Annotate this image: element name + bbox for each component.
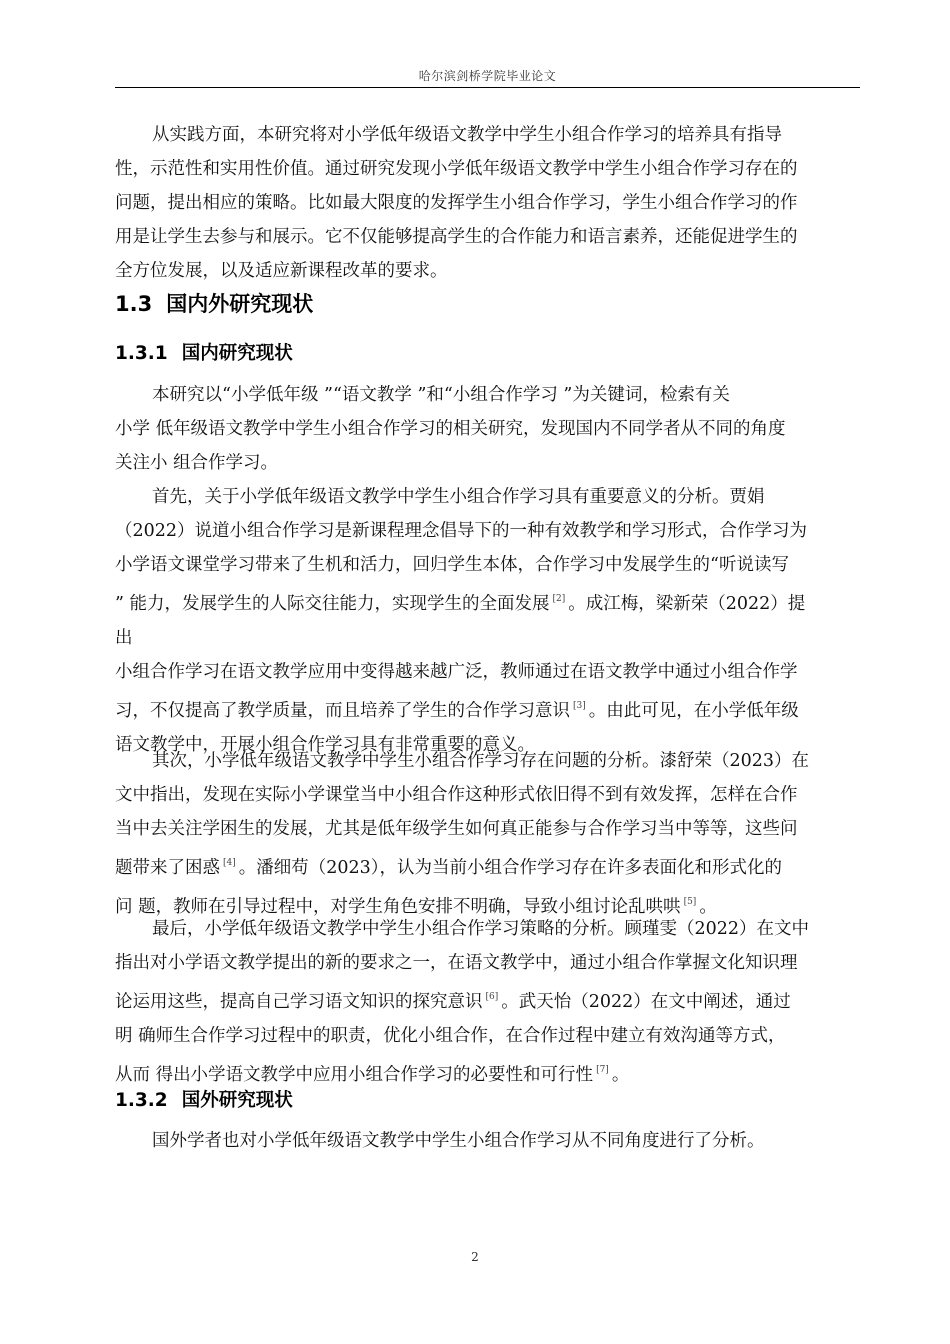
text-span: 论运用这些，提高自己学习语文知识的探究意识 — [115, 992, 483, 1012]
text-line: 明 确师生合作学习过程中的职责，优化小组合作，在合作过程中建立有效沟通等方式， — [115, 1026, 786, 1046]
text-line: 语文教学中，开展小组合作学习具有非常重要的意义。 — [115, 735, 535, 755]
text-line — [115, 980, 865, 1019]
citation-ref: [4] — [223, 858, 236, 868]
paragraph-keywords — [115, 378, 865, 480]
section-title: 国外研究现状 — [181, 1090, 293, 1111]
text-line: 全方位发展，以及适应新课程改革的要求。 — [115, 261, 448, 281]
section-number: 1.3.2 — [115, 1090, 168, 1111]
text-line: （2022）说道小组合作学习是新课程理念倡导下的一种有效教学和学习形式，合作学习为 — [115, 521, 808, 541]
paragraph-foreign — [115, 1124, 865, 1158]
page-number: 2 — [471, 1250, 479, 1264]
text-span: 。 — [611, 1065, 630, 1085]
text-span: 。武天怡（2022）在文中阐述，通过 — [501, 992, 791, 1012]
citation-ref: [2] — [552, 594, 566, 604]
text-span: 习，不仅提高了教学质量，而且培养了学生的合作学习意识 — [115, 701, 570, 721]
text-span: 。 — [699, 897, 717, 917]
text-line — [115, 582, 865, 621]
text-line: 本研究以“小学低年级 ”“语文教学 ”和“小组合作学习 ”为关键词，检索有关 — [152, 385, 730, 405]
paragraph-strategies — [115, 912, 865, 1092]
text-span: 题带来了困惑 — [115, 858, 220, 878]
text-line: 当中去关注学困生的发展，尤其是低年级学生如何真正能参与合作学习当中等等，这些问 — [115, 819, 798, 839]
section-heading-1-3-2 — [115, 1087, 293, 1115]
text-line: 最后，小学低年级语文教学中学生小组合作学习策略的分析。顾瑾雯（2022）在文中 — [152, 919, 810, 939]
citation-ref: [6] — [485, 992, 499, 1002]
text-line: 指出对小学语文教学提出的新的要求之一，在语文教学中，通过小组合作掌握文化知识理 — [115, 953, 798, 973]
intro-paragraph — [115, 118, 865, 288]
text-line: 关注小 组合作学习。 — [115, 453, 279, 473]
text-line: 国外学者也对小学低年级语文教学中学生小组合作学习从不同角度进行了分析。 — [152, 1131, 765, 1151]
text-line: 首先，关于小学低年级语文教学中学生小组合作学习具有重要意义的分析。贾娟 — [152, 487, 765, 507]
header-rule — [115, 87, 860, 88]
text-line: 用是让学生去参与和展示。它不仅能够提高学生的合作能力和语言素养，还能促进学生的 — [115, 227, 798, 247]
running-header: 哈尔滨剑桥学院毕业论文 — [418, 69, 557, 83]
section-number: 1.3 — [115, 292, 153, 316]
text-span: 。由此可见，在小学低年级 — [588, 701, 799, 721]
paragraph-problems — [115, 744, 865, 924]
text-span: 从而 得出小学语文教学中应用小组合作学习的必要性和可行性 — [115, 1065, 594, 1085]
section-title: 国内外研究现状 — [166, 292, 314, 316]
section-number: 1.3.1 — [115, 343, 168, 364]
citation-ref: [3] — [573, 701, 586, 711]
section-heading-1-3-1 — [115, 340, 293, 368]
text-span: 问 题，教师在引导过程中，对学生角色安排不明确，导致小组讨论乱哄哄 — [115, 897, 681, 917]
text-line — [115, 846, 865, 885]
text-line: 文中指出，发现在实际小学课堂当中小组合作这种形式依旧得不到有效发挥，怎样在合作 — [115, 785, 798, 805]
section-title: 国内研究现状 — [181, 343, 293, 364]
text-span: 。成江梅，梁新荣（2022）提 — [568, 594, 806, 614]
text-span: ” 能力，发展学生的人际交往能力，实现学生的全面发展 — [115, 594, 550, 614]
section-heading-1-3 — [115, 289, 313, 319]
text-line — [115, 689, 865, 728]
text-span: 。潘细苟（2023），认为当前小组合作学习存在许多表面化和形式化的 — [238, 858, 783, 878]
citation-ref: [5] — [683, 897, 697, 907]
text-line: 小学 低年级语文教学中学生小组合作学习的相关研究，发现国内不同学者从不同的角度 — [115, 419, 786, 439]
text-line: 出 — [115, 628, 133, 648]
text-line: 小学语文课堂学习带来了生机和活力，回归学生本体，合作学习中发展学生的“听说读写 — [115, 555, 789, 575]
text-line: 从实践方面，本研究将对小学低年级语文教学中学生小组合作学习的培养具有指导 — [152, 125, 782, 145]
paragraph-significance — [115, 480, 865, 762]
text-line: 性，示范性和实用性价值。通过研究发现小学低年级语文教学中学生小组合作学习存在的 — [115, 159, 798, 179]
citation-ref: [7] — [596, 1065, 609, 1075]
text-line: 其次，小学低年级语文教学中学生小组合作学习存在问题的分析。漆舒荣（2023）在 — [152, 751, 810, 771]
text-line: 小组合作学习在语文教学应用中变得越来越广泛，教师通过在语文教学中通过小组合作学 — [115, 662, 798, 682]
text-line: 问题，提出相应的策略。比如最大限度的发挥学生小组合作学习，学生小组合作学习的作 — [115, 193, 798, 213]
